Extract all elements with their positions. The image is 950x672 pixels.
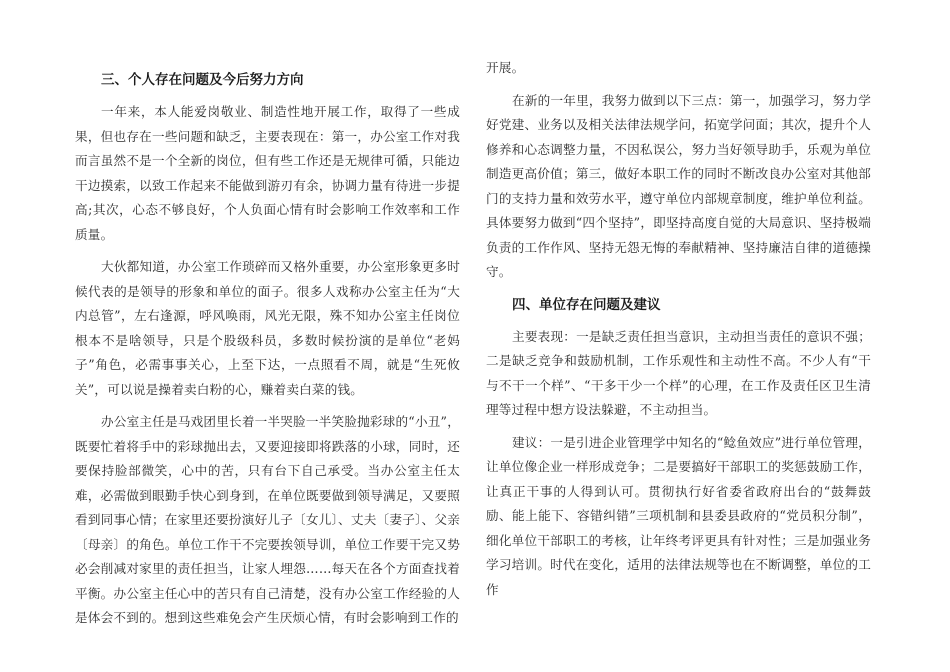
left-column [75,56,460,639]
paragraph-suggestions: 建议：一是引进企业管理学中知名的“鲶鱼效应”进行单位管理，让单位像企业一样形成竞争；二是要搞好干部职工的奖惩鼓励工作，让真正干事的人得到认可。贯彻执行好省委省政府出台的“鼓舞鼓励、能上能下、容错纠错”三项机制和县委县政府的“党员积分制”，细化单位干部职工的考核，让年终考评更具有针对性；三是加强业务学习培训。时代在变化，适用的法律法规等也在不断调整，单位的工作 [486,434,871,597]
paragraph-problems: 主要表现：一是缺乏责任担当意识，主动担当责任的意识不强；二是缺乏竞争和鼓励机制，工作乐观性和主动性不高。不少人有“干与不干一个样”、“干多干少一个样”的心理，在工作及责任区卫生清理等过程中想方设法躲避，不主动担当。 [486,328,871,417]
paragraph-new-year-plan: 在新的一年里，我努力做到以下三点：第一，加强学习，努力学好党建、业务以及相关法律法规学问，拓宽学问面；其次，提升个人修养和心态调整力量，不因私误公，努力当好领导助手，乐观为单位制造更高价值；第三，做好本职工作的同时不断改良办公室对其他部门的支持力量和效劳水平，遵守单位内部规章制度，维护单位利益。具体要努力做到“四个坚持”，即坚持高度自觉的大局意识、坚持极端负责的工作作风、坚持无怨无悔的奉献精神、坚持廉洁自律的道德操守。 [486,92,871,279]
paragraph-office-role: 大伙都知道，办公室工作琐碎而又格外重要，办公室形象更多时候代表的是领导的形象和单位的面子。很多人戏称办公室主任为“大内总管”，左右逢源，呼风唤雨，风光无限，殊不知办公室主任岗位根本不是啥领导，只是个股级科员，多数时候扮演的是单位“老妈子”角色，必需事事关心，上至下达，一点照看不周，就是“生死攸关”，可以说是操着卖白粉的心，赚着卖白菜的钱。 [75,259,460,397]
right-column [486,56,871,610]
paragraph-self-assessment: 一年来，本人能爱岗敬业、制造性地开展工作，取得了一些成果，但也存在一些问题和缺乏，主要表现在：第一，办公室工作对我而言虽然不是一个全新的岗位，但有些工作还是无规律可循，只能边干边摸索，以致工作起来不能做到游刃有余，协调力量有待进一步提高;其次，心态不够良好，个人负面心情有时会影响工作效率和工作质量。 [75,104,460,242]
section-heading-3: 三、个人存在问题及今后努力方向 [101,72,304,88]
section-heading-4: 四、单位存在问题及建议 [512,296,661,313]
paragraph-office-director: 办公室主任是马戏团里长着一半哭脸一半笑脸抛彩球的“小丑”，既要忙着将手中的彩球抛出去，又要迎接即将跌落的小球，同时，还要保持脸部微笑，心中的苦，只有台下自己承受。当办公室主任太难，必需做到眼勤手快心到身到，在单位既要做到领导满足，又要照看到同事心情；在家里还要扮演好儿子〔女儿〕、丈夫〔妻子〕、父亲〔母亲〕的角色。单位工作干不完要挨领导训，单位工作要干完又势必会削减对家里的责任担当，让家人埋怨……每天在各个方面查找着平衡。办公室主任心中的苦只有自己清楚，没有办公室工作经验的人是体会不到的。想到这些难免会产生厌烦心情，有时会影响到工作的 [75,414,460,625]
paragraph-continuation: 开展。 [486,60,525,75]
